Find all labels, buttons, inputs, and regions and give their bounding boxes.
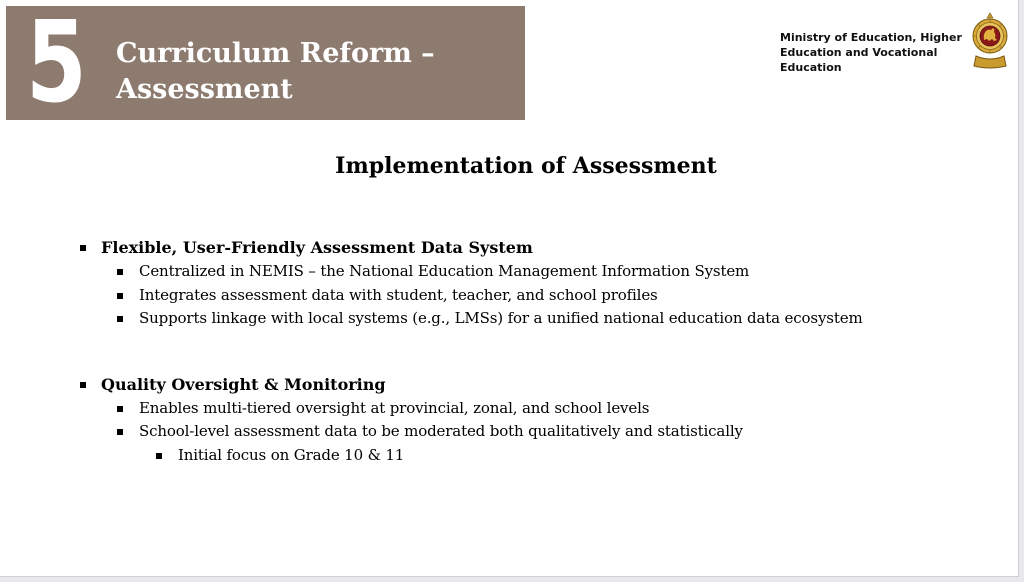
list-item <box>78 373 1008 397</box>
bullet-icon <box>117 406 123 412</box>
list-item-text: Initial focus on Grade 10 & 11 <box>178 445 405 464</box>
list-item <box>78 420 1008 444</box>
bullet-icon <box>117 316 123 322</box>
list-item <box>78 397 1008 421</box>
ministry-name-line1: Ministry of Education, Higher <box>780 31 962 44</box>
list-item-text: Supports linkage with local systems (e.g., LMSs) for a unified national education data ecosystem <box>139 309 863 327</box>
banner-title-line1: Curriculum Reform – <box>116 38 435 69</box>
bullet-icon <box>80 382 86 388</box>
sri-lanka-emblem-icon <box>970 12 1010 70</box>
list-item-text: School-level assessment data to be moderated both qualitatively and statistically <box>139 422 743 440</box>
section-title: Quality Oversight & Monitoring <box>101 374 386 394</box>
section-number: 5 <box>26 0 87 128</box>
bullet-icon <box>117 429 123 435</box>
ministry-name <box>780 30 966 75</box>
list-item <box>78 260 1008 284</box>
banner-title <box>116 36 435 108</box>
list-item <box>78 284 1008 308</box>
bullet-icon <box>80 245 86 251</box>
section-quality-oversight <box>78 373 1008 468</box>
list-item <box>78 236 1008 260</box>
bullet-icon <box>117 269 123 275</box>
bullet-icon <box>117 293 123 299</box>
list-item <box>78 444 1008 468</box>
section-data-system <box>78 236 1008 331</box>
list-item-text: Centralized in NEMIS – the National Education Management Information System <box>139 262 750 280</box>
header-banner <box>6 0 525 128</box>
banner-title-line2: Assessment <box>116 74 293 105</box>
list-item <box>78 307 1008 331</box>
ministry-name-line3: Education <box>780 61 842 74</box>
ministry-name-line2: Education and Vocational <box>780 46 938 59</box>
list-item-text: Enables multi-tiered oversight at provincial, zonal, and school levels <box>139 398 650 417</box>
content-body <box>78 236 1008 467</box>
section-title: Flexible, User-Friendly Assessment Data System <box>101 238 533 257</box>
main-heading: Implementation of Assessment <box>335 153 717 179</box>
bullet-icon <box>156 453 162 459</box>
list-item-text: Integrates assessment data with student, teacher, and school profiles <box>139 285 658 304</box>
